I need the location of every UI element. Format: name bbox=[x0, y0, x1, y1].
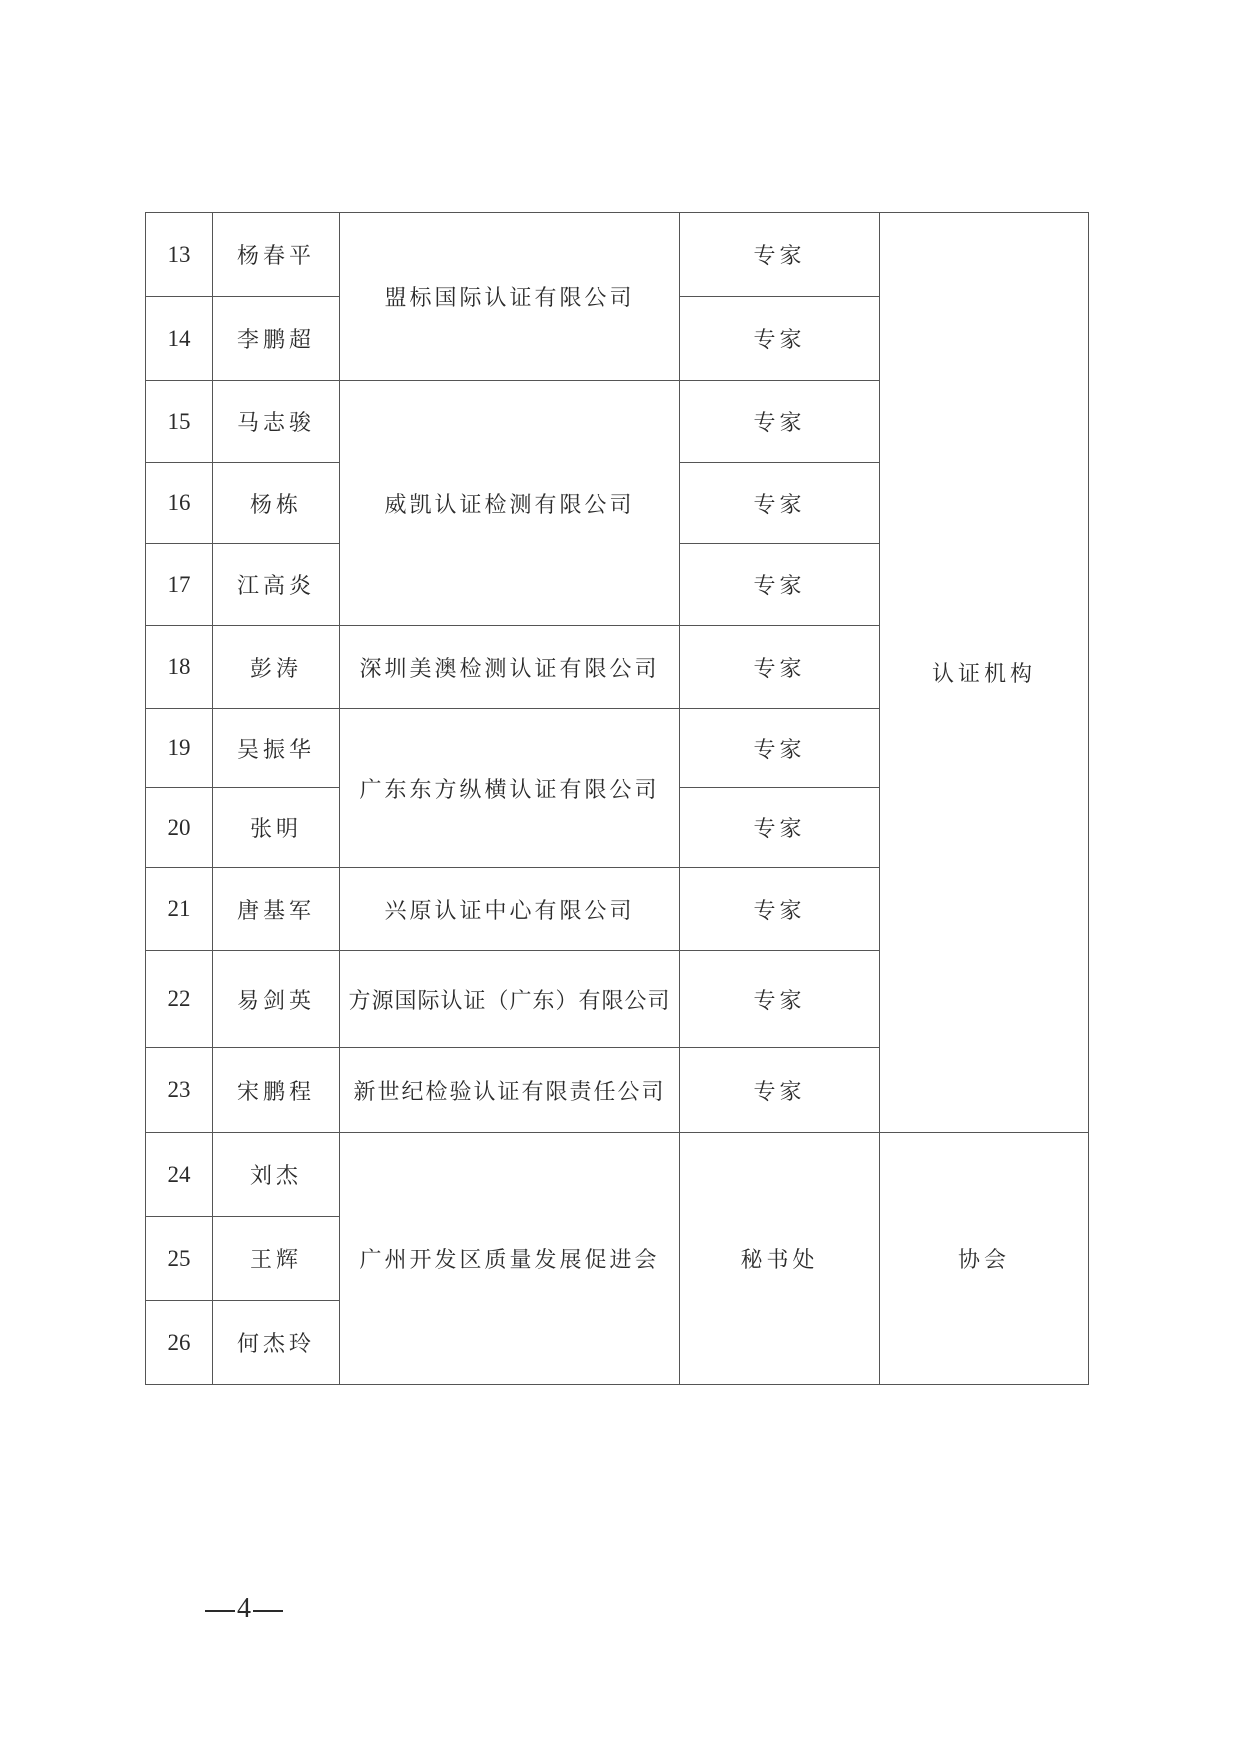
row-number: 17 bbox=[146, 544, 213, 626]
role: 专家 bbox=[680, 381, 880, 463]
role: 专家 bbox=[680, 709, 880, 788]
category: 认证机构 bbox=[880, 213, 1089, 1133]
person-name: 王辉 bbox=[213, 1217, 340, 1301]
row-number: 24 bbox=[146, 1133, 213, 1217]
person-name: 杨栋 bbox=[213, 463, 340, 544]
person-name: 马志骏 bbox=[213, 381, 340, 463]
row-number: 25 bbox=[146, 1217, 213, 1301]
roster-table bbox=[145, 212, 1089, 1385]
row-number: 20 bbox=[146, 788, 213, 868]
person-name: 杨春平 bbox=[213, 213, 340, 297]
role: 专家 bbox=[680, 951, 880, 1048]
person-name: 张明 bbox=[213, 788, 340, 868]
table-row bbox=[146, 213, 1089, 297]
row-number: 21 bbox=[146, 868, 213, 951]
row-number: 15 bbox=[146, 381, 213, 463]
organization: 兴原认证中心有限公司 bbox=[340, 868, 680, 951]
role: 专家 bbox=[680, 788, 880, 868]
row-number: 16 bbox=[146, 463, 213, 544]
person-name: 李鹏超 bbox=[213, 297, 340, 381]
person-name: 唐基军 bbox=[213, 868, 340, 951]
category: 协会 bbox=[880, 1133, 1089, 1385]
role: 专家 bbox=[680, 297, 880, 381]
person-name: 江高炎 bbox=[213, 544, 340, 626]
person-name: 易剑英 bbox=[213, 951, 340, 1048]
row-number: 19 bbox=[146, 709, 213, 788]
row-number: 18 bbox=[146, 626, 213, 709]
dash-right bbox=[253, 1610, 283, 1612]
person-name: 宋鹏程 bbox=[213, 1048, 340, 1133]
role: 专家 bbox=[680, 1048, 880, 1133]
organization: 新世纪检验认证有限责任公司 bbox=[340, 1048, 680, 1133]
role: 专家 bbox=[680, 213, 880, 297]
role: 专家 bbox=[680, 544, 880, 626]
organization: 盟标国际认证有限公司 bbox=[340, 213, 680, 381]
organization: 广州开发区质量发展促进会 bbox=[340, 1133, 680, 1385]
dash-left bbox=[205, 1610, 235, 1612]
page-number bbox=[203, 1593, 285, 1625]
role: 专家 bbox=[680, 868, 880, 951]
organization: 方源国际认证（广东）有限公司 bbox=[340, 951, 680, 1048]
row-number: 26 bbox=[146, 1301, 213, 1385]
organization: 广东东方纵横认证有限公司 bbox=[340, 709, 680, 868]
role: 秘书处 bbox=[680, 1133, 880, 1385]
person-name: 何杰玲 bbox=[213, 1301, 340, 1385]
person-name: 彭涛 bbox=[213, 626, 340, 709]
organization: 深圳美澳检测认证有限公司 bbox=[340, 626, 680, 709]
person-name: 刘杰 bbox=[213, 1133, 340, 1217]
row-number: 22 bbox=[146, 951, 213, 1048]
person-name: 吴振华 bbox=[213, 709, 340, 788]
row-number: 23 bbox=[146, 1048, 213, 1133]
role: 专家 bbox=[680, 626, 880, 709]
role: 专家 bbox=[680, 463, 880, 544]
table-row bbox=[146, 1133, 1089, 1217]
organization: 威凯认证检测有限公司 bbox=[340, 381, 680, 626]
page-number-text: 4 bbox=[237, 1593, 251, 1624]
row-number: 14 bbox=[146, 297, 213, 381]
row-number: 13 bbox=[146, 213, 213, 297]
